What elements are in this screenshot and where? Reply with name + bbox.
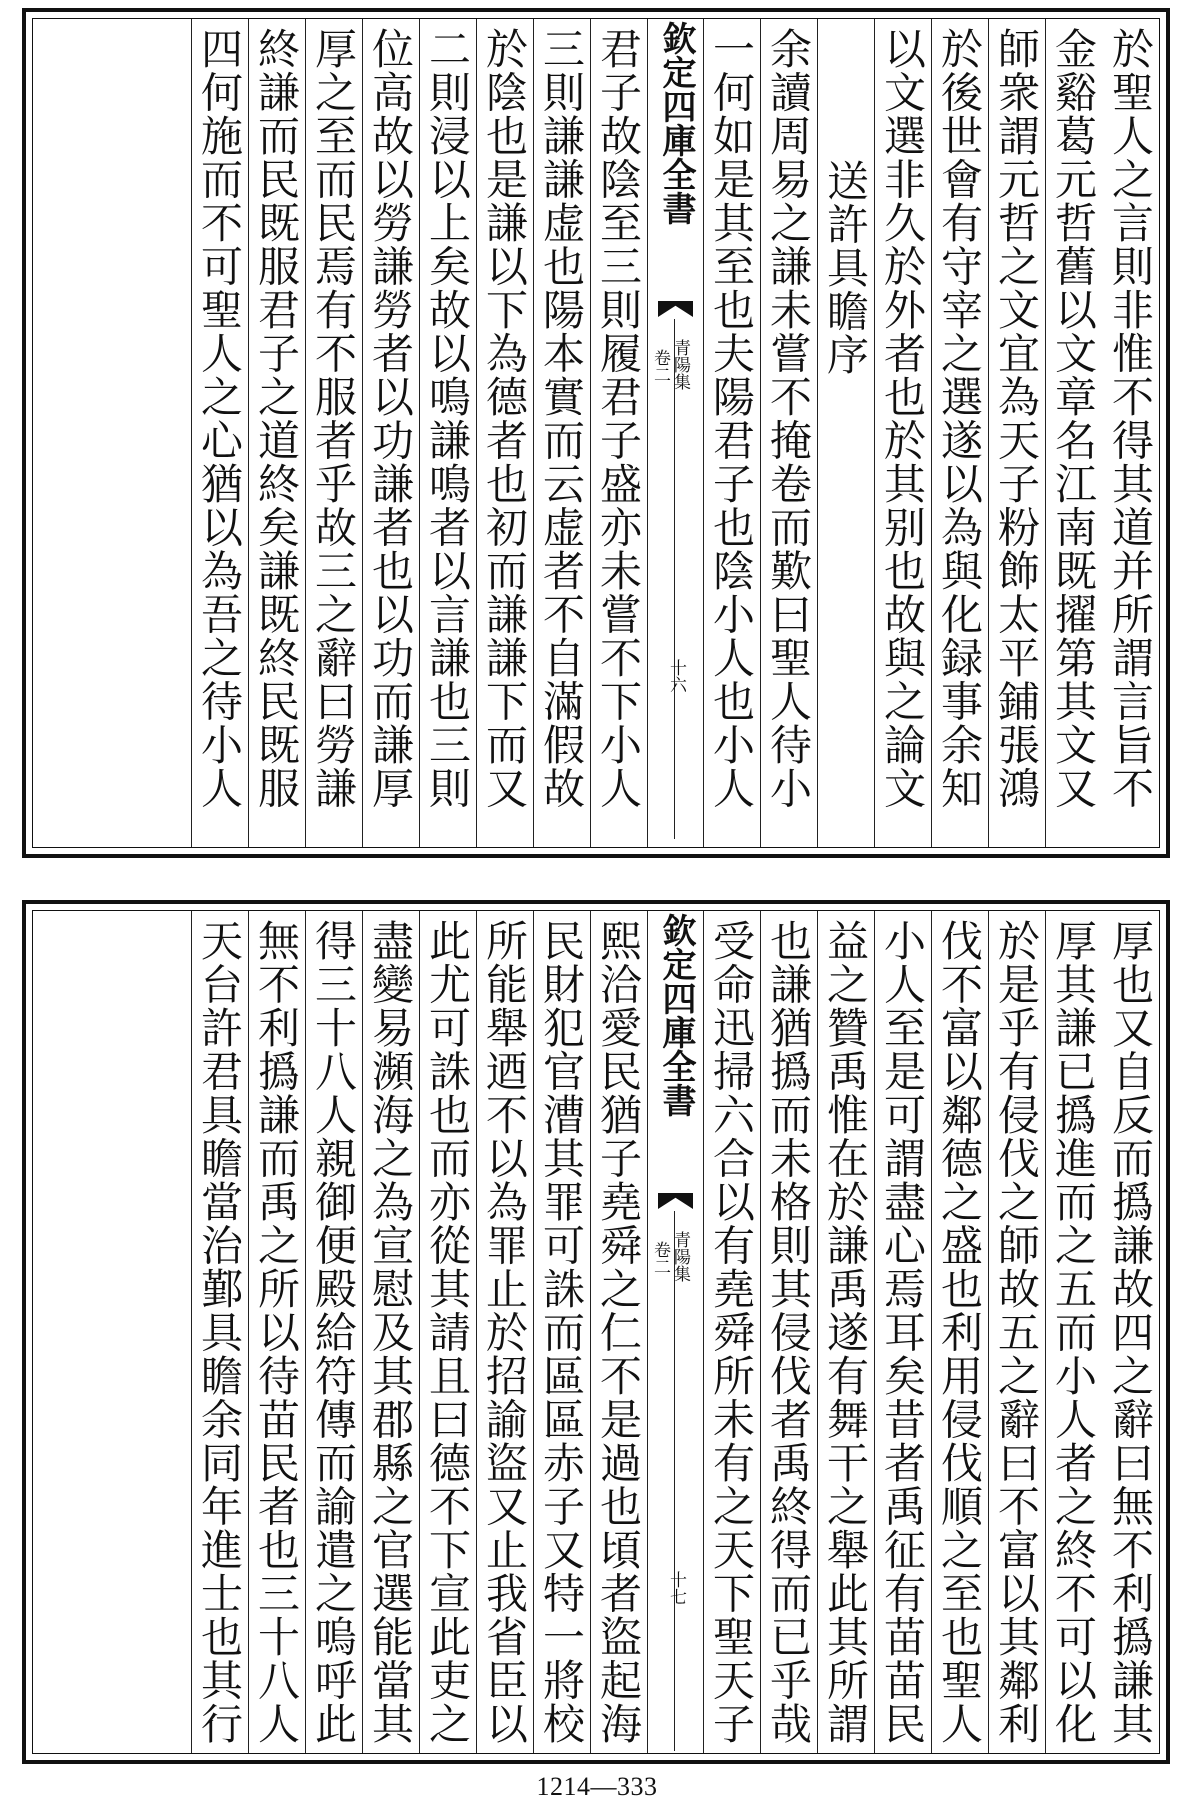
text-column: 也謙猶撝而未格則其侵伐者禹終得而已乎哉 [760,911,817,1753]
center-gutter [647,19,703,847]
text-column: 於是乎有侵伐之師故五之辭曰不富以其鄰利 [988,911,1045,1753]
text-column: 金谿葛元哲舊以文章名江南既擢第其文又 [1045,19,1102,847]
bottom-page-frame [32,910,1160,1754]
text-column: 受命迅掃六合以有堯舜所未有之天下聖天子 [703,911,760,1753]
text-column: 此尤可誅也而亦從其請且曰德不下宣此吏之 [419,911,476,1753]
gutter-page-number: 十六 [666,659,686,693]
text-column: 所能舉迺不以為罪止於招諭盜又止我省臣以 [476,911,533,1753]
text-column: 位高故以勞謙勞者以功謙者也以功而謙厚 [362,19,419,847]
catalog-number: 1214—333 [536,1772,658,1801]
text-column: 熙洽愛民猶子堯舜之仁不是過也頃者盜起海 [590,911,647,1753]
text-column: 四何施而不可聖人之心猶以為吾之待小人 [191,19,248,847]
text-column: 厚其謙已撝進而之五而小人者之終不可以化 [1045,911,1102,1753]
text-column: 益之贊禹惟在於謙禹遂有舞干之舉此其所謂 [817,911,874,1753]
fish-tail-mark [658,301,693,317]
text-column: 盡變易瀕海之為宣慰及其郡縣之官選能當其 [362,911,419,1753]
gutter-brand-title: 欽定四庫全書 [656,913,696,1117]
text-column: 民財犯官漕其罪可誅而區區赤子又特一將校 [533,911,590,1753]
text-column: 師衆謂元哲之文宜為天子粉飾太平鋪張鴻 [988,19,1045,847]
text-column: 厚也又自反而撝謙故四之辭曰無不利撝謙其 [1106,919,1155,1746]
text-column: 無不利撝謙而禹之所以待苗民者也三十八人 [248,911,305,1753]
text-column: 厚之至而民焉有不服者乎故三之辭曰勞謙 [305,19,362,847]
text-column: 小人至是可謂盡心焉耳矣昔者禹征有苗苗民 [874,911,931,1753]
text-column: 三則謙謙虚也陽本實而云虚者不自滿假故 [533,19,590,847]
center-gutter [647,911,703,1753]
text-column: 於陰也是謙以下為德者也初而謙謙下而又 [476,19,533,847]
gutter-rule [674,319,675,839]
text-column: 於聖人之言則非惟不得其道并所謂言旨不 [1106,27,1155,810]
top-page-frame [32,18,1160,848]
gutter-volume: 卷二 [650,349,670,383]
text-column: 一何如是其至也夫陽君子也陰小人也小人 [703,19,760,847]
top-page [22,8,1170,858]
text-column: 終謙而民既服君子之道終矣謙既終民既服 [248,19,305,847]
gutter-brand-title: 欽定四庫全書 [656,21,696,225]
text-column: 余讀周易之謙未嘗不掩卷而歎曰聖人待小 [760,19,817,847]
section-title: 送許具瞻序 [817,19,874,847]
gutter-volume: 卷二 [650,1241,670,1275]
gutter-collection-name: 青陽集 [670,1231,690,1282]
text-column: 天台許君具瞻當治鄞具瞻余同年進士也其行 [191,911,248,1753]
gutter-collection-name: 青陽集 [670,339,690,390]
text-column: 二則浸以上矣故以鳴謙鳴者以言謙也三則 [419,19,476,847]
text-column: 於後世會有守宰之選遂以為與化録事余知 [931,19,988,847]
gutter-rule [674,1211,675,1751]
fish-tail-mark [658,1193,693,1209]
text-column: 君子故陰至三則履君子盛亦未嘗不下小人 [590,19,647,847]
text-column: 以文選非久於外者也於其别也故與之論文 [874,19,931,847]
gutter-page-number: 十七 [666,1571,686,1605]
text-column: 得三十八人親御便殿給符傳而諭遣之嗚呼此 [305,911,362,1753]
bottom-page [22,900,1170,1764]
text-column: 伐不富以鄰德之盛也利用侵伐順之至也聖人 [931,911,988,1753]
